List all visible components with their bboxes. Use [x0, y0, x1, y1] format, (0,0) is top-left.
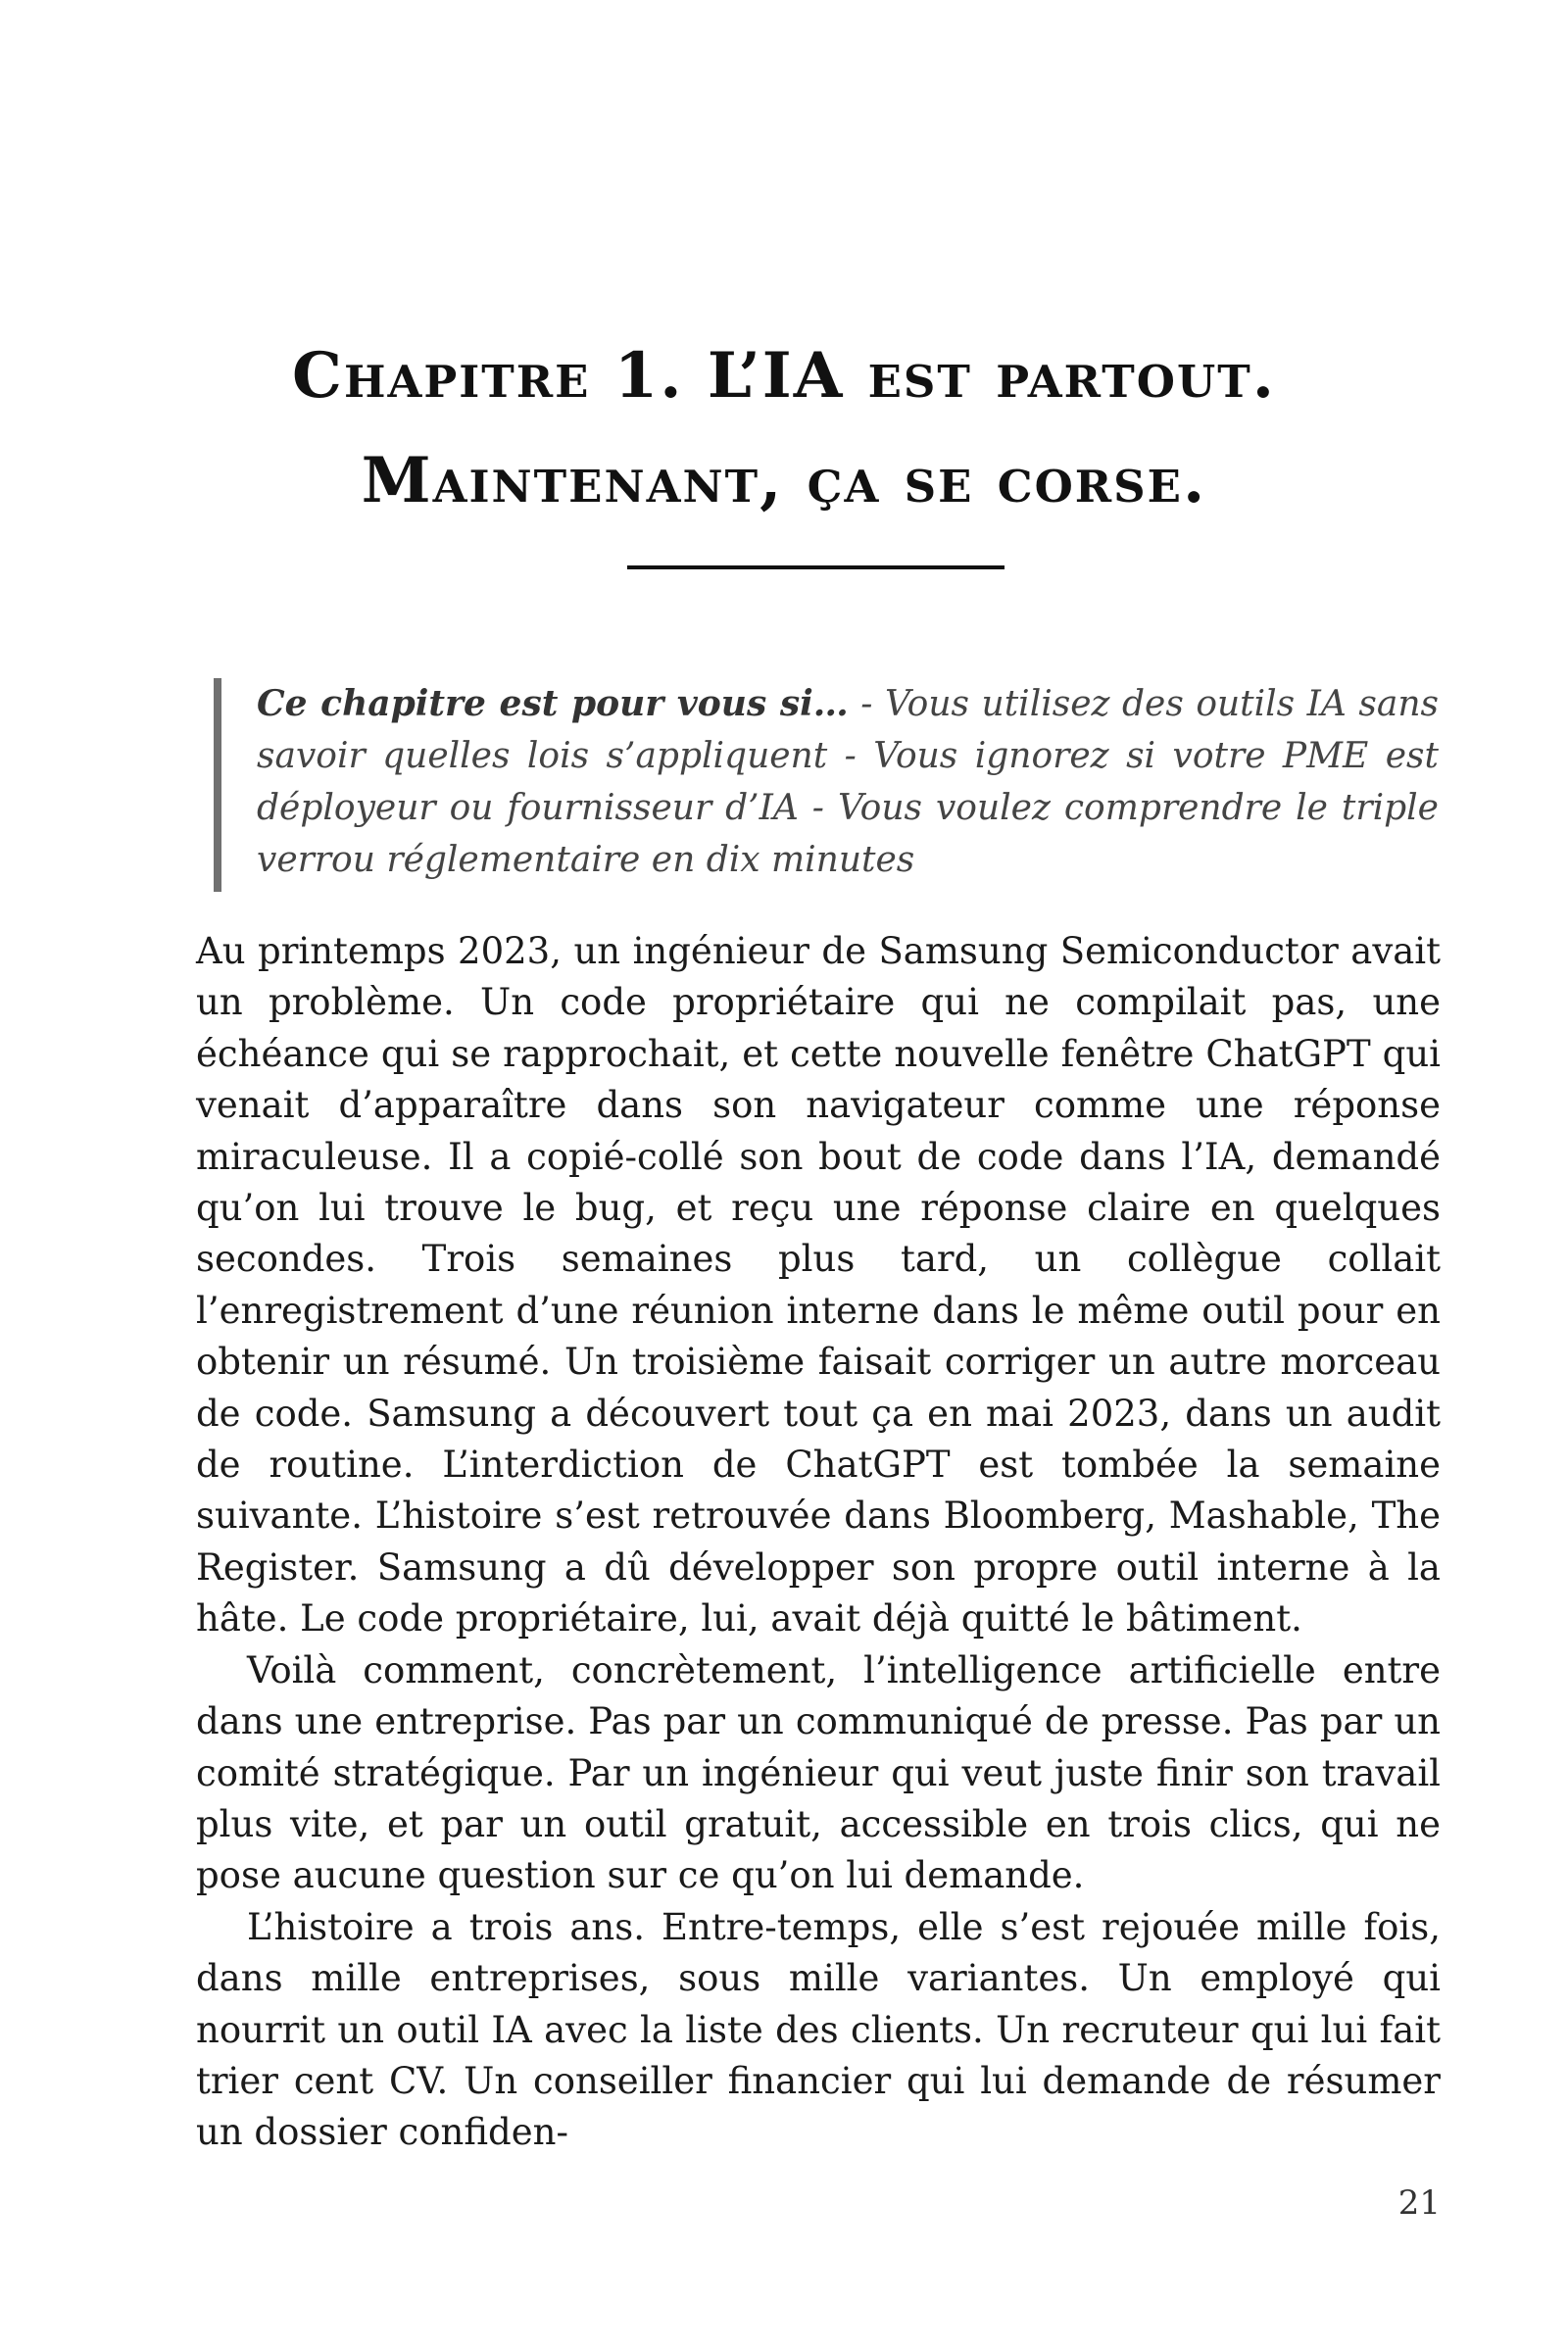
- paragraph-3: L’histoire a trois ans. Entre-temps, elle s’est rejouée mille fois, dans mille entreprises, sous mille variantes. Un employé qui nourrit un outil IA avec la liste des clients. Un recruteur qui lui fait trier cent CV. Un conseiller financier qui lui demande de résumer un dossier confiden-: [196, 1905, 1441, 2154]
- epigraph-body: - Vous utilisez des outils IA sans savoir quelles lois s’appliquent - Vous ignorez si votre PME est déployeur ou fournisseur d’IA - Vous voulez comprendre le triple verrou réglementaire en dix minutes: [257, 684, 1440, 880]
- paragraph-2: Voilà comment, concrètement, l’intelligence artificielle entre dans une entreprise. Pas par un communiqué de presse. Pas par un comité stratégique. Par un ingénieur qui veut juste finir son travail plus vite, et par un outil gratuit, accessible en trois clics, qui ne pose aucune question sur ce qu’on lui demande.: [196, 1648, 1441, 1897]
- paragraph-1: Au printemps 2023, un ingénieur de Samsung Semiconductor avait un problème. Un code propriétaire qui ne compilait pas, une échéance qui se rapprochait, et cette nouvelle fenêtre ChatGPT qui venait d’apparaître dans son navigateur comme une réponse miraculeuse. Il a copié-collé son bout de code dans l’IA, demandé qu’on lui trouve le bug, et reçu une réponse claire en quelques secondes. Trois semaines plus tard, un collègue collait l’enregistrement d’une réunion interne dans le même outil pour en obtenir un résumé. Un troisième faisait corriger un autre morceau de code. Samsung a découvert tout ça en mai 2023, dans un audit de routine. L’interdiction de ChatGPT est tombée la semaine suivante. L’histoire s’est retrouvée dans Bloomberg, Mashable, The Register. Samsung a dû développer son propre outil interne à la hâte. Le code propriétaire, lui, avait déjà quitté le bâtiment.: [196, 930, 1441, 1641]
- chapter-epigraph: [214, 678, 1439, 892]
- chapter-title-line-2: Maintenant, ça se corse.: [361, 444, 1207, 517]
- title-divider: [627, 565, 1004, 569]
- epigraph-text: [257, 678, 1439, 886]
- page-number: 21: [1397, 2183, 1441, 2223]
- chapter-title-line-1: Chapitre 1. L’IA est partout.: [292, 339, 1276, 413]
- epigraph-lead: Ce chapitre est pour vous si…: [257, 683, 849, 724]
- body-text: [196, 926, 1441, 2159]
- chapter-title: [147, 323, 1421, 533]
